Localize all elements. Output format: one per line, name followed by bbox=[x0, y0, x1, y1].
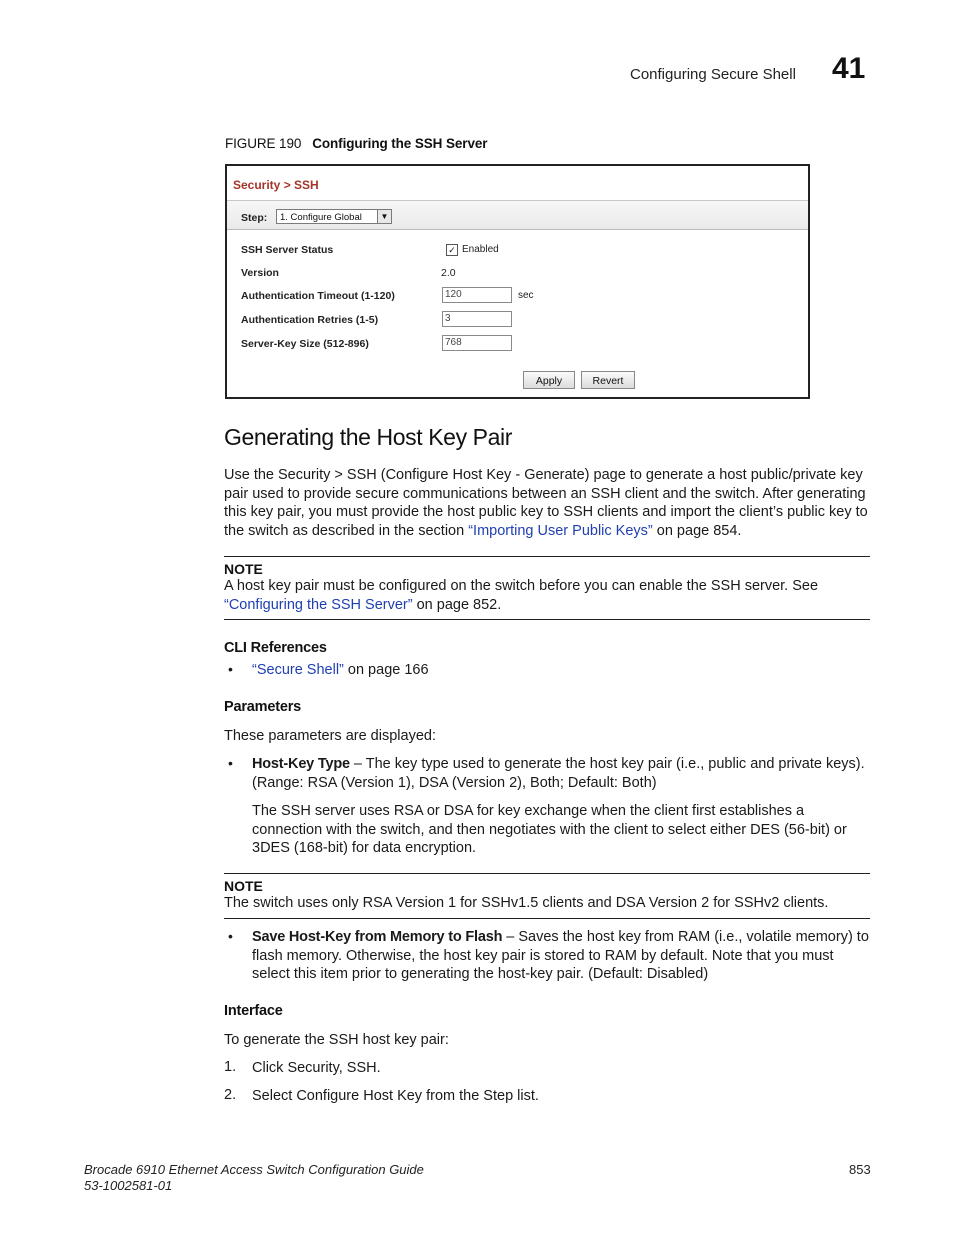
server-key-size-input[interactable]: 768 bbox=[442, 335, 512, 351]
version-value: 2.0 bbox=[441, 267, 456, 279]
note-title: NOTE bbox=[224, 878, 263, 894]
chevron-down-icon[interactable]: ▼ bbox=[377, 210, 391, 223]
ssh-server-status-checkbox[interactable]: ✓ bbox=[446, 244, 458, 256]
cli-reference-item bbox=[252, 661, 870, 680]
ssh-server-status-label: SSH Server Status bbox=[241, 244, 334, 256]
auth-retries-label: Authentication Retries (1-5) bbox=[241, 314, 379, 326]
ssh-config-screenshot bbox=[225, 164, 810, 399]
step-select[interactable] bbox=[276, 209, 392, 224]
note-title: NOTE bbox=[224, 561, 263, 577]
figure-label: FIGURE 190 bbox=[225, 136, 302, 151]
cli-reference-page: on page 166 bbox=[343, 662, 429, 678]
footer-title-line: Brocade 6910 Ethernet Access Switch Configuration Guide bbox=[84, 1162, 424, 1177]
bullet-icon: • bbox=[228, 928, 233, 944]
footer-doc-number: 53-1002581-01 bbox=[84, 1178, 173, 1193]
interface-intro: To generate the SSH host key pair: bbox=[224, 1032, 449, 1048]
version-label: Version bbox=[241, 267, 279, 279]
revert-button[interactable]: Revert bbox=[581, 371, 635, 389]
auth-retries-input[interactable]: 3 bbox=[442, 311, 512, 327]
panel-title-bar bbox=[227, 166, 808, 201]
step-select-value: 1. Configure Global bbox=[280, 212, 362, 223]
intro-paragraph bbox=[224, 466, 870, 541]
step-label: Step: bbox=[241, 212, 268, 224]
step-number: 2. bbox=[224, 1087, 237, 1103]
breadcrumb: Security > SSH bbox=[233, 178, 319, 192]
enabled-label: Enabled bbox=[462, 244, 499, 255]
step-text: Click Security, SSH. bbox=[252, 1060, 381, 1076]
auth-timeout-unit: sec bbox=[518, 290, 534, 301]
note-text bbox=[224, 577, 870, 619]
note-box-1 bbox=[224, 556, 870, 620]
note-box-2 bbox=[224, 873, 870, 919]
figure-caption bbox=[225, 136, 487, 151]
param-save-host-key bbox=[252, 928, 870, 984]
auth-timeout-input[interactable]: 120 bbox=[442, 287, 512, 303]
param-term: Host-Key Type bbox=[252, 756, 350, 772]
section-heading: Generating the Host Key Pair bbox=[224, 424, 512, 450]
cli-references-heading: CLI References bbox=[224, 640, 327, 656]
figure-title: Configuring the SSH Server bbox=[312, 136, 488, 151]
param-description: – Saves the host key from RAM (i.e., volatile memory) to flash memory. Otherwise, the host key pair is stored to RAM by default. Note that you must select this item prior to generating the host-key pair. (Default: Disabled) bbox=[252, 929, 869, 983]
interface-heading: Interface bbox=[224, 1003, 283, 1019]
intro-text-2: on page 854. bbox=[652, 523, 742, 540]
step-number: 1. bbox=[224, 1059, 237, 1075]
chapter-number: 41 bbox=[832, 52, 866, 85]
param-term: Save Host-Key from Memory to Flash bbox=[252, 929, 503, 945]
param-host-key-type bbox=[252, 755, 870, 792]
auth-timeout-label: Authentication Timeout (1-120) bbox=[241, 290, 395, 302]
parameters-heading: Parameters bbox=[224, 699, 301, 715]
note-text: The switch uses only RSA Version 1 for SSHv1.5 clients and DSA Version 2 for SSHv2 clients. bbox=[224, 895, 829, 911]
note-text-part: A host key pair must be configured on the switch before you can enable the SSH server. See bbox=[224, 578, 819, 594]
apply-button[interactable]: Apply bbox=[523, 371, 575, 389]
parameters-intro: These parameters are displayed: bbox=[224, 728, 436, 744]
note-text-part: on page 852. bbox=[412, 596, 502, 613]
param-description: – The key type used to generate the host key pair (i.e., public and private keys). (Range: RSA (Version 1), DSA (Version 2), Both; Default: Both) bbox=[252, 756, 865, 791]
bullet-icon: • bbox=[228, 661, 233, 677]
step-bar bbox=[227, 201, 808, 230]
bullet-icon: • bbox=[228, 755, 233, 771]
footer-document-title bbox=[84, 1162, 424, 1194]
running-header-title: Configuring Secure Shell bbox=[630, 66, 796, 83]
footer-page-number: 853 bbox=[849, 1162, 871, 1177]
configuring-ssh-server-link[interactable]: “Configuring the SSH Server” bbox=[224, 596, 413, 613]
param-host-key-type-detail: The SSH server uses RSA or DSA for key exchange when the client first establishes a connection with the switch, and then negotiates with the client to select either DES (56-bit) or 3DES (168-bit) for data encryption. bbox=[252, 803, 847, 857]
secure-shell-link[interactable]: “Secure Shell” bbox=[252, 662, 344, 678]
importing-keys-link[interactable]: “Importing User Public Keys” bbox=[468, 523, 653, 540]
step-text: Select Configure Host Key from the Step list. bbox=[252, 1088, 539, 1104]
intro-text-1: Use the Security > SSH (Configure Host Key - Generate) page to generate a host public/private key pair used to provide secure communications between an SSH client and the switch. After generating this key pair, you must provide the host public key to SSH clients and import the client’s public key to the switch as described in the section bbox=[224, 467, 868, 540]
server-key-size-label: Server-Key Size (512-896) bbox=[241, 338, 369, 350]
